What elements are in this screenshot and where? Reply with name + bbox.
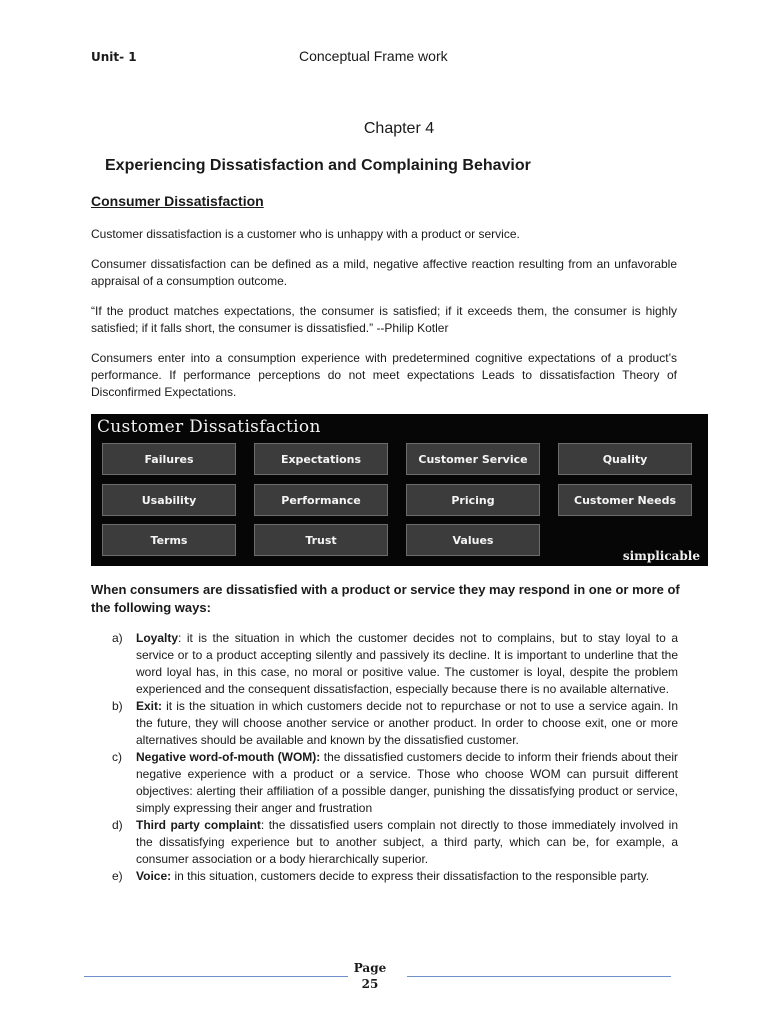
section-heading: Consumer Dissatisfaction [91,193,264,209]
list-text: it is the situation in which customers decide not to repurchase or not to use a service again. In the future, they will choose another service or another product. In order to choose exit, one or more alternatives should be available and known by the dissatisfied customer. [136,699,678,747]
page-number [340,960,400,992]
responses-heading: When consumers are dissatisfied with a product or service they may respond in one or more of the following ways: [91,582,680,615]
list-term: Third party complaint [136,818,261,832]
page-label: Page [353,961,387,975]
list-item [112,868,678,885]
banner-title: Customer Dissatisfaction [97,417,321,437]
tile-usability: Usability [102,484,236,516]
list-term-sep: : [178,631,182,645]
paragraph-definition: Customer dissatisfaction is a customer who is unhappy with a product or service. [91,227,520,241]
tile-customer-needs: Customer Needs [558,484,692,516]
list-text: the dissatisfied customers decide to inform their friends about their negative experience with a product or a service. Those who choose WOM can pursuit different objectives: alerting their affiliation of a possible danger, punishing the dissatisfying product or service, simply expressing their anger and frustration [136,750,678,815]
customer-dissatisfaction-banner [91,414,708,566]
list-item [112,749,678,817]
list-marker: e) [112,869,123,883]
tile-terms: Terms [102,524,236,556]
chapter-title: Experiencing Dissatisfaction and Complaining Behavior [105,157,531,174]
list-term: Exit: [136,699,163,713]
list-marker: b) [112,699,123,713]
list-item [112,698,678,749]
footer-divider-left [84,976,348,977]
paragraph-expectations: Consumers enter into a consumption experience with predetermined cognitive expectations of a product’s performance. If performance perceptions do not meet expectations Leads to dissatisfaction Theory of Disconfirmed Expectations. [91,351,677,399]
paragraph-kotler-quote: “If the product matches expectations, the consumer is satisfied; if it exceeds them, the consumer is highly satisfied; if it falls short, the consumer is dissatisfied.” --Philip Kotler [91,304,677,335]
unit-label: Unit- 1 [91,50,137,64]
tile-failures: Failures [102,443,236,475]
header-subject: Conceptual Frame work [299,48,448,64]
tile-quality: Quality [558,443,692,475]
list-text: it is the situation in which the customer decides not to complains, but to stay loyal to a service or to a product accepting silently and passively its decline. It is important to underline that the word loyal has, in this case, no moral or positive value. The customer is loyal, despite the problem experienced and the consequent dissatisfaction, especially because there is no available alternative. [136,631,678,696]
page-number-value: 25 [361,977,379,991]
tile-values: Values [406,524,540,556]
paragraph-affective: Consumer dissatisfaction can be defined as a mild, negative affective reaction resulting from an unfavorable appraisal of a consumption outcome. [91,257,677,288]
list-marker: d) [112,818,123,832]
tile-performance: Performance [254,484,388,516]
tile-trust: Trust [254,524,388,556]
list-text: in this situation, customers decide to express their dissatisfaction to the responsible party. [171,869,650,883]
list-item [112,817,678,868]
list-term-sep: : [260,818,265,832]
footer-divider-right [407,976,671,977]
chapter-heading: Chapter 4 [363,120,435,137]
tile-pricing: Pricing [406,484,540,516]
list-item [112,630,678,698]
list-term: Negative word-of-mouth (WOM): [136,750,321,764]
tile-expectations: Expectations [254,443,388,475]
list-marker: a) [112,631,123,645]
list-marker: c) [112,750,122,764]
list-text: the dissatisfied users complain not directly to those immediately involved in the dissatisfying experience but to another subject, a third party, which can be, for example, a consumer association or a body hierarchically superior. [136,818,678,866]
list-term: Voice: [136,869,172,883]
list-term: Loyalty [136,631,179,645]
responses-list [112,630,678,885]
tile-customer-service: Customer Service [406,443,540,475]
brand-logo: simplicable [622,549,700,563]
